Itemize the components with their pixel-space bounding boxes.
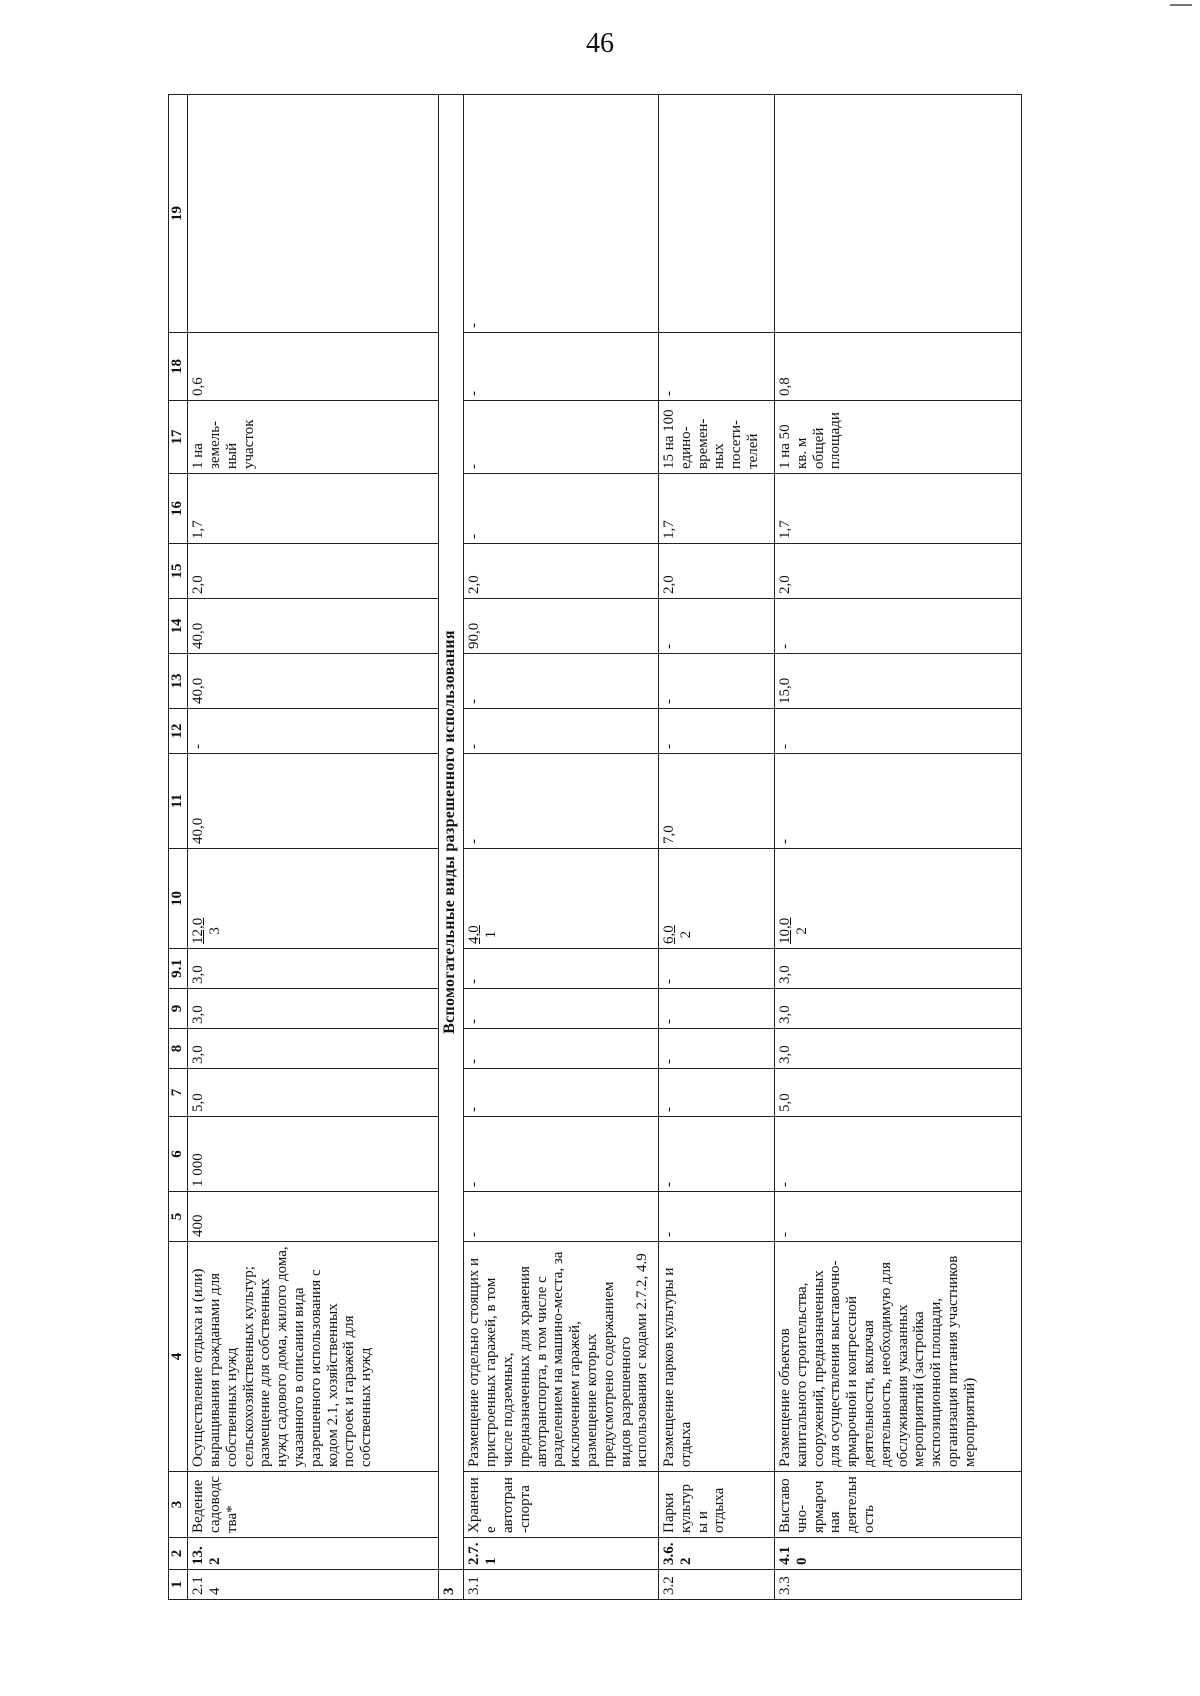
col-header: 5 [169,1192,188,1242]
section-row [439,95,464,1600]
cell-value: - [464,709,659,754]
col-header: 1 [169,1570,188,1600]
cell-value: 40,0 [188,754,439,849]
cell-code: 3.6.2 [659,1538,775,1570]
fraction-denominator: 2 [677,930,694,939]
cell-value: 2,0 [188,544,439,599]
edge-mark [1170,4,1192,6]
cell-code: 2.7.1 [464,1538,659,1570]
cell-value: 1,7 [188,474,439,544]
cell-value: 5,0 [774,1069,1021,1117]
cell-code: 4.10 [774,1538,1021,1570]
col-header: 3 [169,1472,188,1538]
cell-value: - [774,599,1021,654]
cell-value: - [464,1069,659,1117]
cell-value: 400 [188,1192,439,1242]
cell-value: - [659,709,775,754]
col-header: 2 [169,1538,188,1570]
cell-value: 0,8 [774,333,1021,401]
cell-value: 2,0 [464,544,659,599]
cell-value: 0,6 [188,333,439,401]
cell-value: 7,0 [659,754,775,849]
fraction-denominator: 2 [793,927,810,935]
rotated-table-wrapper [168,115,1022,1600]
cell-value: - [464,333,659,401]
table-row [659,95,775,1600]
col-header: 9.1 [169,949,188,989]
cell-use-description: Размещение парков культуры и отдыха [659,1242,775,1472]
col-header: 11 [169,754,188,849]
page-number: 46 [586,28,614,59]
cell-fraction [659,849,775,949]
col-header: 13 [169,654,188,709]
cell-value: - [659,1192,775,1242]
cell-value: 40,0 [188,599,439,654]
cell-value: - [659,1117,775,1192]
cell-value: 15,0 [774,654,1021,709]
col-header: 6 [169,1117,188,1192]
cell-use-description: Размещение отдельно стоящих и пристроенных гаражей, в том числе подземных, предназначенных для хранения автотранспорта, в том числе с разделением на машино-места, за исключением гаражей, размещение которых предусмотрено содержанием видов разрешенного использования с кодами 2.7.2, 4.9 [464,1242,659,1472]
cell-value: - [464,1192,659,1242]
cell-value: - [464,1117,659,1192]
cell-value: 3,0 [774,949,1021,989]
cell-value: 3,0 [188,949,439,989]
cell-value: 3,0 [774,989,1021,1029]
cell-value: - [464,754,659,849]
cell-value: - [659,1029,775,1069]
cell-value: - [659,654,775,709]
cell-value: 1,7 [659,474,775,544]
cell-value: - [659,599,775,654]
col-header: 14 [169,599,188,654]
fraction-numerator: 6,0 [661,925,677,944]
regulations-table [168,94,1022,1600]
fraction-denominator: 3 [206,927,223,935]
cell-fraction [774,849,1021,949]
cell-value: - [464,474,659,544]
cell-use-name: Выставочно-ярмарочная деятельность [774,1472,1021,1538]
cell-value: - [774,1117,1021,1192]
cell-section-number: 3 [439,1570,464,1600]
cell-value [188,95,439,333]
cell-value: - [464,949,659,989]
col-header: 18 [169,333,188,401]
cell-value: 40,0 [188,654,439,709]
cell-number: 2.14 [188,1570,439,1600]
cell-value: - [659,1069,775,1117]
cell-value: 2,0 [659,544,775,599]
col-header: 8 [169,1029,188,1069]
cell-value: - [464,989,659,1029]
cell-number: 3.1 [464,1570,659,1600]
fraction-denominator: 1 [483,930,500,939]
cell-value: 2,0 [774,544,1021,599]
cell-value: - [774,709,1021,754]
fraction-numerator: 4,0 [466,925,483,944]
cell-value: 3,0 [188,1029,439,1069]
col-header: 9 [169,989,188,1029]
cell-value: - [659,333,775,401]
cell-value: 1 000 [188,1117,439,1192]
cell-value [774,95,1021,333]
cell-value: - [464,654,659,709]
cell-value: 1,7 [774,474,1021,544]
cell-use-description: Размещение объектов капитального строительства, сооружений, предназначенных для осуществления выставочно-ярмарочной и конгрессной деятельности, включая деятельность, необходимую для обслуживания указанных мероприятий (застройка экспозиционной площади, организация питания участников мероприятий) [774,1242,1021,1472]
cell-number: 3.2 [659,1570,775,1600]
fraction-numerator: 10,0 [776,917,793,944]
section-title: Вспомогательные виды разрешенного использования [439,95,464,1570]
cell-value: - [659,989,775,1029]
cell-value: - [188,709,439,754]
table-row [188,95,439,1600]
cell-number: 3.3 [774,1570,1021,1600]
fraction-numerator: 12,0 [190,917,207,944]
col-header: 10 [169,849,188,949]
cell-value: - [464,1029,659,1069]
cell-value: - [774,1192,1021,1242]
cell-value: 90,0 [464,599,659,654]
col-header: 15 [169,544,188,599]
col-header: 16 [169,474,188,544]
cell-value: 5,0 [188,1069,439,1117]
cell-fraction [188,849,439,949]
table-row [464,95,659,1600]
cell-value: - [464,401,659,474]
col-header: 19 [169,95,188,333]
cell-use-name: Ведение садоводства* [188,1472,439,1538]
col-header: 4 [169,1242,188,1472]
cell-value: 15 на 100 едино-времен-ных посети-телей [659,401,775,474]
cell-value: 1 на 50 кв. м общей площади [774,401,1021,474]
cell-use-description: Осуществление отдыха и (или) выращивания гражданами для собственных нужд сельскохозяйственных культур; размещение для собственных нужд садового дома, жилого дома, указанного в описании вида разрешенного использования с кодом 2.1, хозяйственных построек и гаражей для собственных нужд [188,1242,439,1472]
cell-value [659,95,775,333]
cell-code: 13.2 [188,1538,439,1570]
col-header: 12 [169,709,188,754]
header-row [169,95,188,1600]
cell-value: - [659,949,775,989]
table-row [774,95,1021,1600]
cell-value: - [774,754,1021,849]
col-header: 7 [169,1069,188,1117]
cell-value: 3,0 [774,1029,1021,1069]
cell-fraction [464,849,659,949]
cell-use-name: Парки культуры и отдыха [659,1472,775,1538]
cell-value: 1 на земель-ный участок [188,401,439,474]
cell-value: - [464,95,659,333]
cell-value: 3,0 [188,989,439,1029]
col-header: 17 [169,401,188,474]
cell-use-name: Хранение автотран-спорта [464,1472,659,1538]
